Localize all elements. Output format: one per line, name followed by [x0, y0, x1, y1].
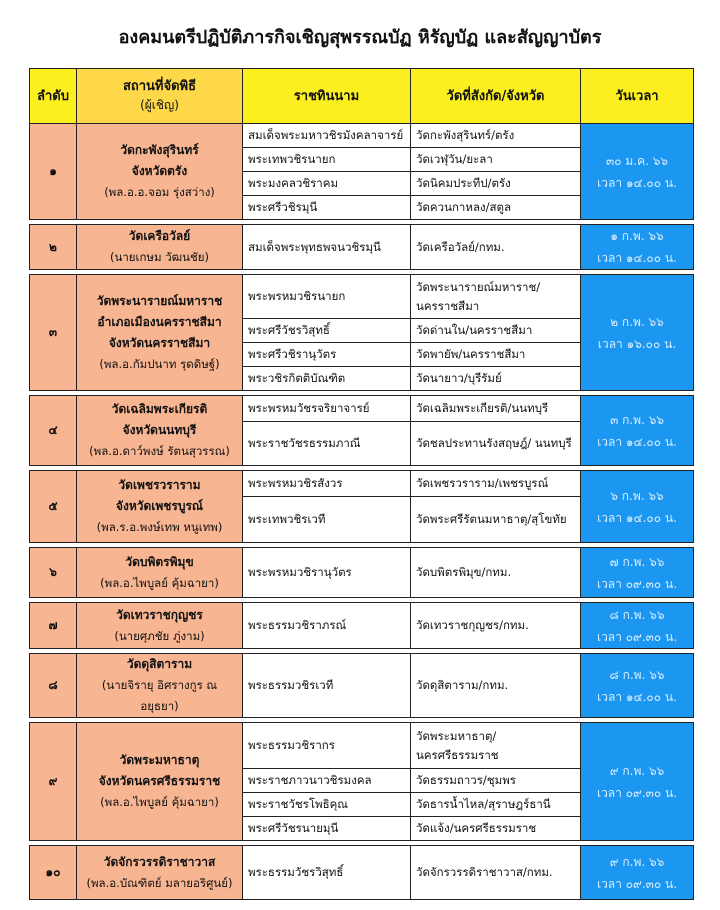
table-row: [30, 471, 694, 497]
ceremony-time: เวลา ๑๔.๐๐ น.: [597, 175, 677, 190]
temple-province-cell: วัดพระมหาธาตุ/ นครศรีธรรมราช: [411, 723, 581, 769]
monk-title-cell: พระศรีวชิรานุวัตร: [243, 343, 411, 367]
ceremony-date: ๙ ก.พ. ๖๖: [609, 854, 665, 869]
temple-province-cell: วัดนิคมประทีป/ตรัง: [411, 172, 581, 196]
table-row: [30, 723, 694, 769]
header-datetime: วันเวลา: [581, 69, 694, 124]
ceremony-time: เวลา ๐๙.๓๐ น.: [596, 576, 678, 591]
host-person: (นายศุภชัย ภู่งาม): [114, 628, 205, 643]
ceremony-time: เวลา ๑๔.๐๐ น.: [597, 510, 677, 525]
monk-title-cell: พระธรรมวชิราภรณ์: [243, 603, 411, 649]
datetime-cell: [581, 723, 694, 841]
datetime-cell: [581, 275, 694, 391]
ceremony-date: ๒ ก.พ. ๖๖: [610, 314, 664, 329]
temple-province-cell: วัดเทวราชกุญชร/กทม.: [411, 603, 581, 649]
ceremony-date: ๖ ก.พ. ๖๖: [610, 488, 664, 503]
order-number: ๔: [30, 396, 77, 466]
ceremony-time: เวลา ๑๖.๐๐ น.: [597, 336, 677, 351]
monk-title-cell: พระธรรมวชิรากร: [243, 723, 411, 769]
venue-cell: [77, 846, 243, 900]
temple-province-cell: วัดกะพังสุรินทร์/ตรัง: [411, 124, 581, 148]
host-person: (นายจิรายุ อิศรางกูร ณ อยุธยา): [101, 678, 218, 713]
venue-cell: [77, 548, 243, 598]
datetime-cell: [581, 654, 694, 718]
ceremony-time: เวลา ๐๙.๓๐ น.: [596, 785, 678, 800]
ceremony-date: ๙ ก.พ. ๖๖: [609, 763, 665, 778]
monk-title-cell: พระเทพวชิรนายก: [243, 148, 411, 172]
temple-province-cell: วัดแจ้ง/นครศรีธรรมราช: [411, 817, 581, 841]
monk-title-cell: พระราชวัชรธรรมภาณี: [243, 422, 411, 466]
temple-province-cell: วัดดุสิตาราม/กทม.: [411, 654, 581, 718]
datetime-cell: [581, 124, 694, 220]
ceremony-time: เวลา ๐๙.๓๐ น.: [596, 629, 678, 644]
order-number: ๗: [30, 603, 77, 649]
venue-name-line: วัดบพิตรพิมุข: [125, 554, 194, 569]
ceremony-time: เวลา ๐๙.๓๐ น.: [596, 876, 678, 891]
host-person: (พล.อ.กัมปนาท รุดดิษฐ์): [99, 356, 220, 371]
temple-province-cell: วัดพายัพ/นครราชสีมา: [411, 343, 581, 367]
monk-title-cell: พระราชภาวนาวชิรมงคล: [243, 769, 411, 793]
venue-name-line: วัดกะพังสุรินทร์: [120, 143, 199, 157]
temple-province-cell: วัดพระศรีรัตนมหาธาตุ/สุโขทัย: [411, 497, 581, 543]
venue-name-line: วัดเฉลิมพระเกียรติ: [111, 402, 208, 416]
venue-name-line: วัดจักรวรรดิราชาวาส: [103, 854, 216, 869]
venue-name-line: วัดพระมหาธาตุ: [119, 753, 200, 767]
venue-cell: [77, 396, 243, 466]
host-person: (พล.อ.ไพบูลย์ คุ้มฉายา): [100, 795, 219, 809]
monk-title-cell: พระศรีวัชรวิสุทธิ์: [243, 319, 411, 343]
host-person: (พล.อ.อ.จอม รุ่งสว่าง): [104, 185, 215, 199]
venue-name-line: จังหวัดเพชรบูรณ์: [115, 499, 204, 513]
venue-name-line: จังหวัดนนทบุรี: [122, 423, 197, 437]
ceremony-table: [29, 68, 694, 900]
datetime-cell: [581, 471, 694, 543]
host-person: (พล.ร.อ.พงษ์เทพ หนูเทพ): [96, 520, 223, 534]
datetime-cell: [581, 396, 694, 466]
order-number: ๓: [30, 275, 77, 391]
temple-province-cell: วัดชลประทานรังสฤษฎ์/ นนทบุรี: [411, 422, 581, 466]
temple-province-cell: วัดนายาว/บุรีรัมย์: [411, 367, 581, 391]
temple-province-cell: วัดธรรมถาวร/ชุมพร: [411, 769, 581, 793]
datetime-cell: [581, 846, 694, 900]
temple-province-cell: วัดเครือวัลย์/กทม.: [411, 225, 581, 270]
monk-title-cell: สมเด็จพระพุทธพจนวชิรมุนี: [243, 225, 411, 270]
table-row: [30, 548, 694, 598]
table-row: [30, 654, 694, 718]
monk-title-cell: พระพรหมวชิรนายก: [243, 275, 411, 319]
venue-name-line: จังหวัดนครศรีธรรมราช: [98, 774, 221, 788]
datetime-cell: [581, 548, 694, 598]
datetime-cell: [581, 603, 694, 649]
venue-name-line: วัดเทวราชกุญชร: [116, 607, 203, 622]
order-number: ๘: [30, 654, 77, 718]
venue-name-line: อำเภอเมืองนครราชสีมา: [97, 314, 222, 329]
order-number: ๙: [30, 723, 77, 841]
monk-title-cell: พระพรหมวัชรจริยาจารย์: [243, 396, 411, 422]
header-monk-title: ราชทินนาม: [243, 69, 411, 124]
venue-cell: [77, 275, 243, 391]
ceremony-time: เวลา ๑๔.๐๐ น.: [597, 251, 677, 265]
order-number: ๒: [30, 225, 77, 270]
table-row: [30, 124, 694, 148]
ceremony-date: ๘ ก.พ. ๖๖: [609, 607, 665, 622]
temple-province-cell: วัดธารน้ำไหล/สุราษฎร์ธานี: [411, 793, 581, 817]
venue-cell: [77, 723, 243, 841]
monk-title-cell: พระพรหมวชิรานุวัตร: [243, 548, 411, 598]
ceremony-time: เวลา ๑๔.๐๐ น.: [597, 689, 677, 704]
venue-name-line: วัดเพชรวราราม: [118, 478, 201, 492]
monk-title-cell: พระพรหมวชิรสังวร: [243, 471, 411, 497]
monk-title-cell: พระมงคลวชิราคม: [243, 172, 411, 196]
order-number: ๕: [30, 471, 77, 543]
venue-name-line: วัดดุสิตาราม: [126, 657, 193, 671]
ceremony-time: เวลา ๑๔.๐๐ น.: [597, 434, 677, 449]
order-number: ๑: [30, 124, 77, 220]
ceremony-date: ๑ ก.พ. ๖๖: [610, 229, 664, 243]
monk-title-cell: พระวชิรกิตติบัณฑิต: [243, 367, 411, 391]
header-venue-label: สถานที่จัดพิธี: [122, 79, 197, 94]
venue-name-line: จังหวัดตรัง: [131, 164, 188, 178]
temple-province-cell: วัดจักรวรรดิราชาวาส/กทม.: [411, 846, 581, 900]
header-row: [30, 69, 694, 124]
monk-title-cell: พระธรรมวชิรเวที: [243, 654, 411, 718]
host-person: (พล.อ.บัณฑิตย์ มลายอริศูนย์): [86, 875, 233, 890]
header-temple: วัดที่สังกัด/จังหวัด: [411, 69, 581, 124]
host-person: (พล.อ.ดาว์พงษ์ รัตนสุวรรณ): [89, 444, 230, 458]
table-row: [30, 603, 694, 649]
table-row: [30, 846, 694, 900]
monk-title-cell: พระธรรมวัชรวิสุทธิ์: [243, 846, 411, 900]
host-person: (นายเกษม วัฒนชัย): [110, 250, 209, 264]
ceremony-date: ๓ ก.พ. ๖๖: [610, 412, 664, 427]
temple-province-cell: วัดพระนารายณ์มหาราช/ นครราชสีมา: [411, 275, 581, 319]
monk-title-cell: พระศรีวัชรนายมุนี: [243, 817, 411, 841]
order-number: ๑๐: [30, 846, 77, 900]
table-row: [30, 275, 694, 319]
monk-title-cell: พระศรีวชิรมุนี: [243, 196, 411, 220]
venue-cell: [77, 225, 243, 270]
ceremony-date: ๗ ก.พ. ๖๖: [609, 554, 665, 569]
header-venue: [77, 69, 243, 124]
host-person: (พล.อ.ไพบูลย์ คุ้มฉายา): [100, 575, 219, 590]
ceremony-date: ๘ ก.พ. ๖๖: [609, 667, 665, 682]
monk-title-cell: สมเด็จพระมหาวชิรมังคลาจารย์: [243, 124, 411, 148]
venue-name-line: จังหวัดนครราชสีมา: [108, 335, 211, 350]
venue-name-line: วัดพระนารายณ์มหาราช: [96, 293, 223, 308]
page-title: องคมนตรีปฏิบัติภารกิจเชิญสุพรรณบัฏ หิรัญบัฏ และสัญญาบัตร: [118, 27, 602, 48]
table-row: [30, 225, 694, 270]
temple-province-cell: วัดควนกาหลง/สตูล: [411, 196, 581, 220]
temple-province-cell: วัดบพิตรพิมุข/กทม.: [411, 548, 581, 598]
venue-cell: [77, 471, 243, 543]
datetime-cell: [581, 225, 694, 270]
monk-title-cell: พระราชวัชรโพธิคุณ: [243, 793, 411, 817]
order-number: ๖: [30, 548, 77, 598]
header-venue-sub: (ผู้เชิญ): [140, 98, 179, 112]
ceremony-date: ๓๐ ม.ค. ๖๖: [606, 153, 668, 168]
venue-cell: [77, 603, 243, 649]
venue-name-line: วัดเครือวัลย์: [128, 229, 191, 243]
temple-province-cell: วัดเพชรวราราม/เพชรบูรณ์: [411, 471, 581, 497]
temple-province-cell: วัดเวฬุวัน/ยะลา: [411, 148, 581, 172]
monk-title-cell: พระเทพวชิรเวที: [243, 497, 411, 543]
table-body: [30, 124, 694, 900]
temple-province-cell: วัดเฉลิมพระเกียรติ/นนทบุรี: [411, 396, 581, 422]
venue-cell: [77, 124, 243, 220]
venue-cell: [77, 654, 243, 718]
temple-province-cell: วัดด่านใน/นครราชสีมา: [411, 319, 581, 343]
header-order: ลำดับ: [30, 69, 77, 124]
table-row: [30, 396, 694, 422]
